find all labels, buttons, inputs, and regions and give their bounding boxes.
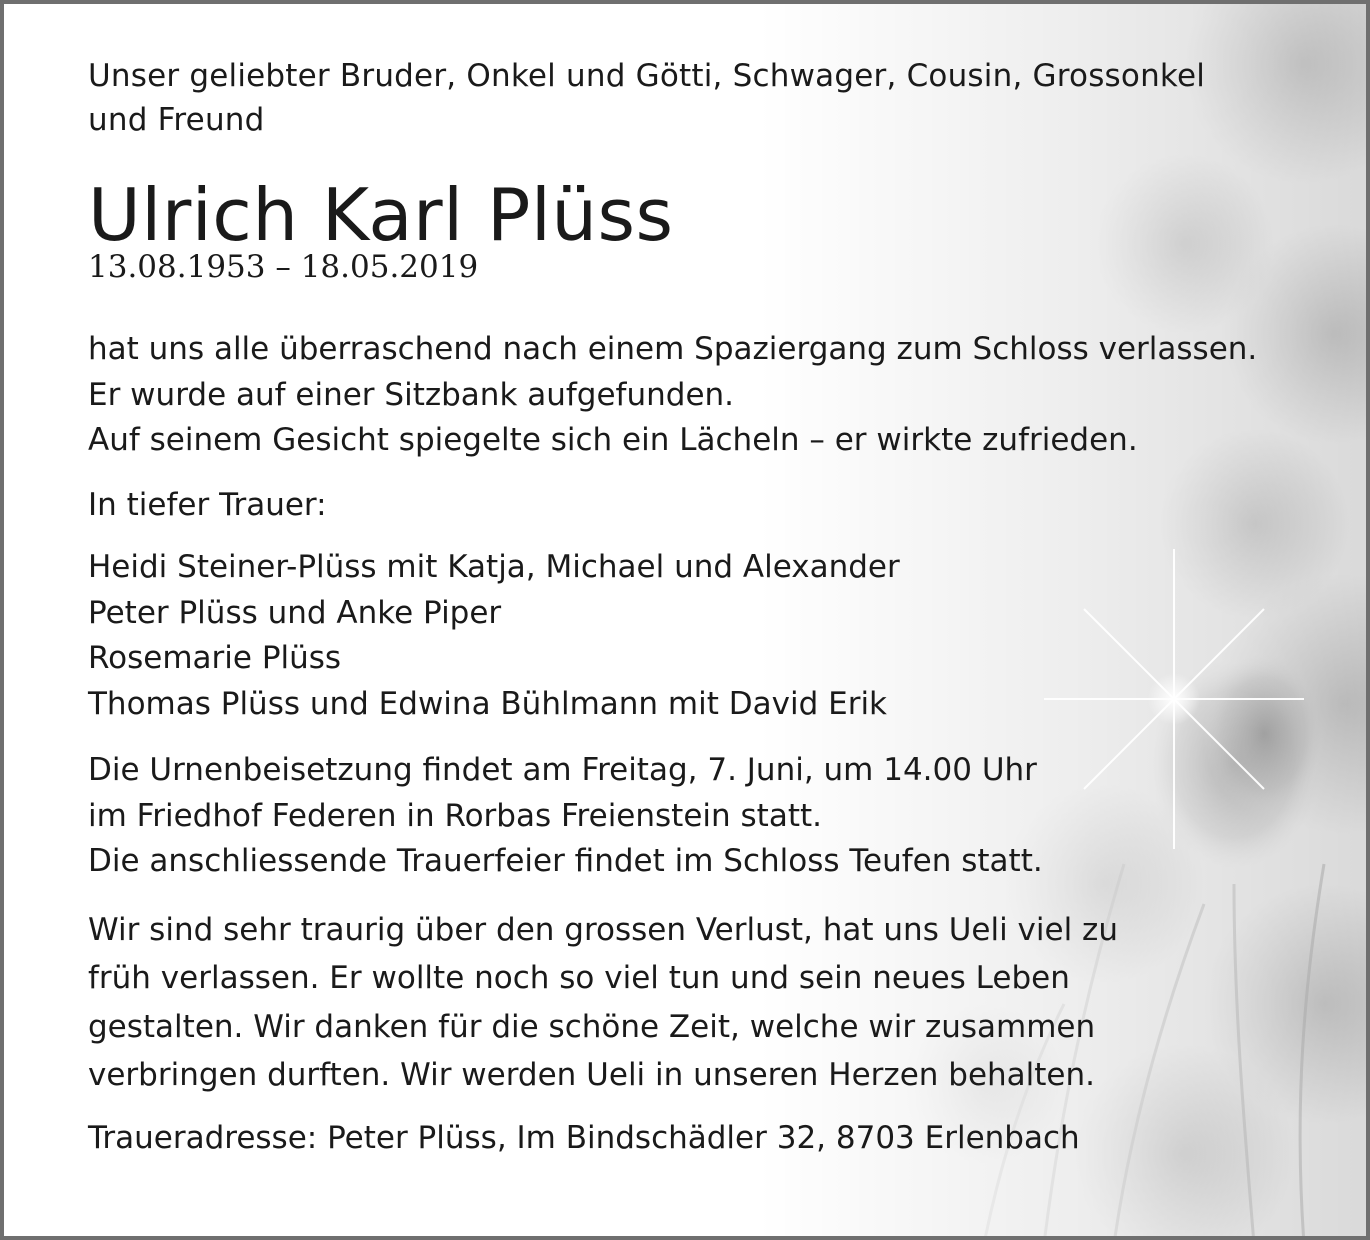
announcement-text xyxy=(88,327,1338,464)
intro-line: und Freund xyxy=(88,102,265,138)
family-member: Rosemarie Plüss xyxy=(88,640,342,676)
mourning-heading: In tiefer Trauer: xyxy=(88,486,327,523)
thanks-line: Wir sind sehr traurig über den grossen Verlust, hat uns Ueli viel zu xyxy=(88,911,1118,948)
announcement-line: Auf seinem Gesicht spiegelte sich ein Lächeln – er wirkte zufrieden. xyxy=(88,422,1138,458)
thanks-text xyxy=(88,906,1338,1100)
thanks-line: verbringen durften. Wir werden Ueli in unseren Herzen behalten. xyxy=(88,1057,1096,1093)
burial-line: Die Urnenbeisetzung findet am Freitag, 7. Juni, um 14.00 Uhr xyxy=(88,752,1037,788)
announcement-line: Er wurde auf einer Sitzbank aufgefunden. xyxy=(88,376,735,413)
thanks-line: früh verlassen. Er wollte noch so viel tun und sein neues Leben xyxy=(88,960,1070,996)
intro-text xyxy=(88,54,1338,142)
family-list xyxy=(88,545,1338,727)
mourning-address: Traueradresse: Peter Plüss, Im Bindschädler 32, 8703 Erlenbach xyxy=(88,1119,1080,1156)
burial-line: Die anschliessende Trauerfeier findet im Schloss Teufen statt. xyxy=(88,843,1043,879)
burial-info xyxy=(88,748,1338,885)
burial-line: im Friedhof Federen in Rorbas Freienstein statt. xyxy=(88,797,822,834)
family-member: Thomas Plüss und Edwina Bühlmann mit David Erik xyxy=(88,685,888,722)
family-member: Heidi Steiner-Plüss mit Katja, Michael und Alexander xyxy=(88,549,900,585)
announcement-line: hat uns alle überraschend nach einem Spaziergang zum Schloss verlassen. xyxy=(88,331,1258,367)
life-dates: 13.08.1953 – 18.05.2019 xyxy=(88,249,479,285)
intro-line: Unser geliebter Bruder, Onkel und Götti, Schwager, Cousin, Grossonkel xyxy=(88,58,1206,94)
obituary-content xyxy=(88,54,1338,1161)
family-member: Peter Plüss und Anke Piper xyxy=(88,594,502,631)
thanks-line: gestalten. Wir danken für die schöne Zeit, welche wir zusammen xyxy=(88,1008,1096,1045)
deceased-name: Ulrich Karl Plüss xyxy=(88,173,674,257)
